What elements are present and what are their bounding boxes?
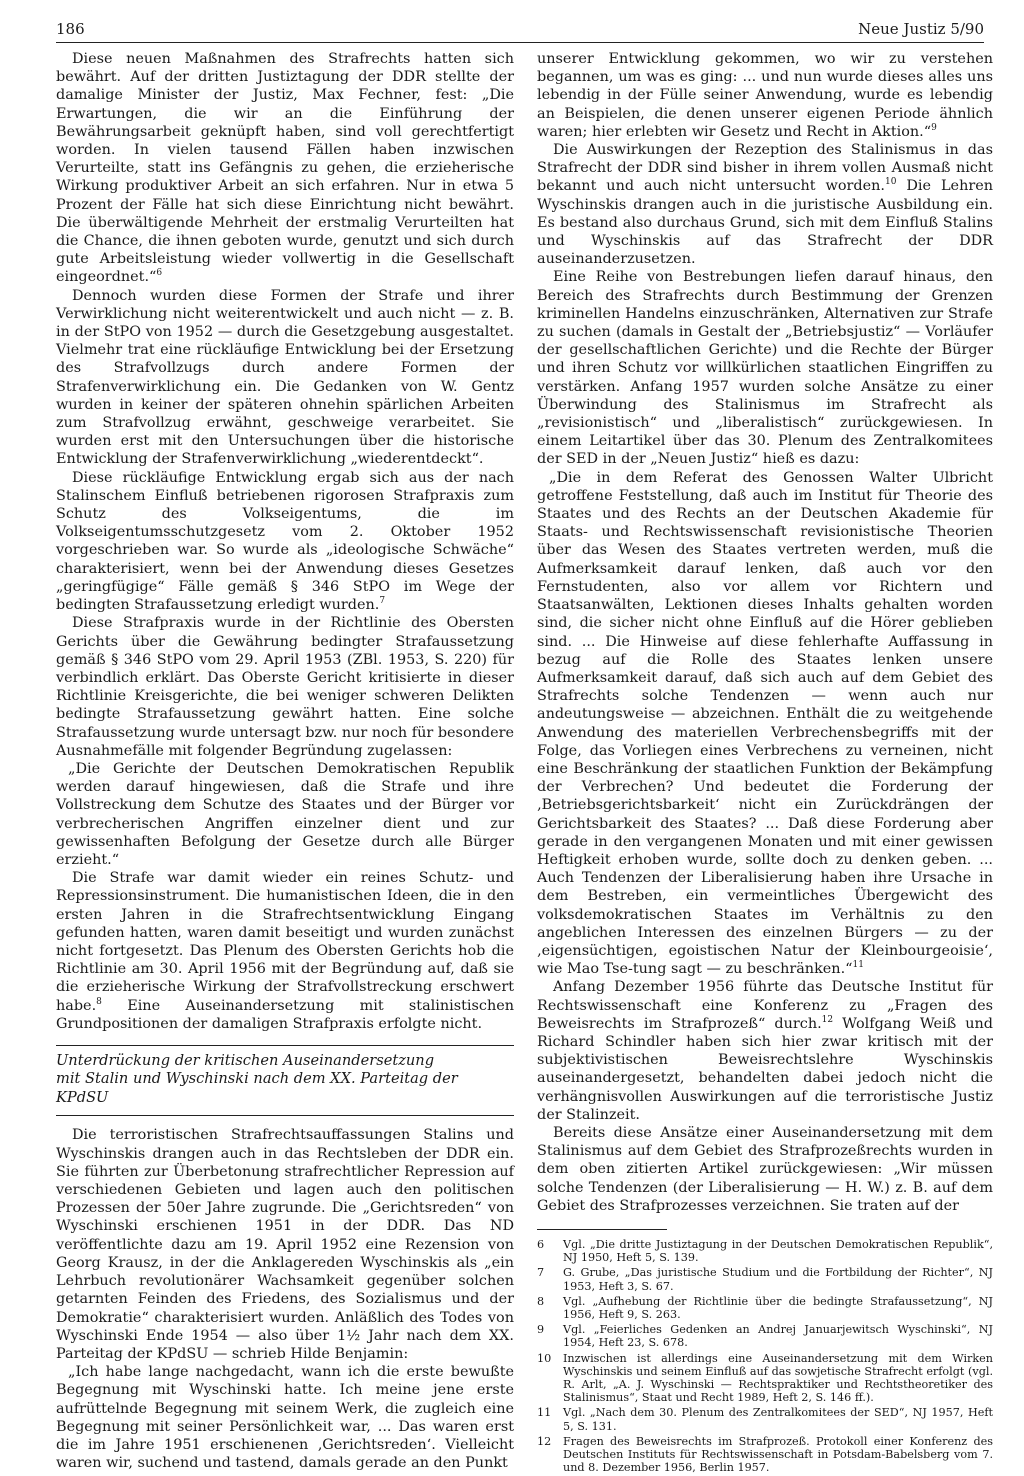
journal-issue: Neue Justiz 5/90 (858, 20, 984, 38)
footnote-rule (537, 1229, 667, 1230)
paragraph: Die terroristischen Strafrechtsauffassungen Stalins und Wyschinskis drangen auch in das Rechtsleben der DDR ein. Sie führten zur Überbetonung strafrechtlicher Repression auf verschiedenen Gebieten und lagen auch den politischen Prozessen der 50er Jahre zugrunde. Die „Gerichtsreden“ von Wyschinski erschienen 1951 in der DDR. Das ND veröffentlichte dazu am 19. April 1952 eine Rezension von Georg Krausz, in der die Anklagereden Wyschinskis als „ein Lehrbuch revolutionärer Wachsamkeit gegenüber solchen getarnten Feinden des Friedens, des Sozialismus und der Demokratie“ charakterisiert wurden. Anläßlich des Todes von Wyschinski Ende 1954 — also über 1½ Jahr nach dem XX. Parteitag der KPdSU — schrieb Hilde Benjamin: (56, 1127, 514, 1362)
footnote: 9 Vgl. „Feierliches Gedenken an Andrej Januarjewitsch Wyschinski“, NJ 1954, Heft 23, S. 678. (537, 1323, 993, 1350)
footnote: 12 Fragen des Beweisrechts im Strafprozeß. Protokoll einer Konferenz des Deutschen Instituts für Rechtswissenschaft in Potsdam-Babelsberg vom 7. und 8. Dezember 1956, Berlin 1957. (537, 1434, 993, 1475)
paragraph: Diese Strafpraxis wurde in der Richtlinie des Obersten Gerichts über die Gewährung bedingter Strafaussetzung gemäß § 346 StPO vom 29. April 1953 (ZBl. 1953, S. 220) für verbindlich erklärt. Das Oberste Gericht kritisierte in dieser Richtlinie Kreisgerichte, die bei weniger schweren Delikten bedingte Strafaussetzung gewährt hatten. Eine solche Strafaussetzung wurde untersagt bzw. nur noch für besondere Ausnahmefälle mit folgender Begründung zugelassen: (56, 615, 514, 759)
footnote: 11 Vgl. „Nach dem 30. Plenum des Zentralkomitees der SED“, NJ 1957, Heft 5, S. 131. (537, 1406, 993, 1433)
paragraph: Dennoch wurden diese Formen der Strafe und ihrer Verwirklichung nicht weiterentwickelt und auch nicht — z. B. in der StPO von 1952 — durch die Gesetzgebung ausgestaltet. Vielmehr trat eine rückläufige Entwicklung bei der Ersetzung des Strafvollzugs durch andere Formen der Strafenverwirklichung ein. Die Gedanken von W. Gentz wurden in keiner der späteren ohnehin spärlichen Arbeiten zum Strafvollzug erwähnt, geschweige verarbeitet. Sie wurden erst mit den Untersuchungen über die historische Entwicklung der Strafenverwirklichung „wiederentdeckt“. (56, 287, 514, 468)
footnote-ref[interactable]: 7 (379, 596, 386, 607)
left-column (56, 50, 514, 1472)
footnote-ref[interactable]: 9 (931, 122, 937, 133)
footnote: 6 Vgl. „Die dritte Justiztagung in der Deutschen Demokratischen Republik“, NJ 1950, Heft 5, S. 139. (537, 1238, 993, 1265)
footnote-ref[interactable]: 6 (156, 268, 163, 279)
paragraph: Diese rückläufige Entwicklung ergab sich aus der nach Stalinschem Einfluß betriebenen rigorosen Strafpraxis zum Schutz des Volkseigentums, die im Volkseigentumsschutzgesetz vom 2. Oktober 1952 vorgeschrieben war. So wurde als „ideologische Schwäche“ charakterisiert, wenn bei der Anwendung dieses Gesetzes „geringfügige“ Fälle gemäß § 346 StPO im Wege der bedingten Strafaussetzung erledigt wurden.$^7$ (56, 469, 514, 614)
section-subheading (56, 1045, 514, 1117)
footnotes (537, 1238, 993, 1474)
block-quote: „Die Gerichte der Deutschen Demokratischen Republik werden darauf hingewiesen, daß die Strafe und ihre Vollstreckung dem Schutze des Staates und der Bürger vor verbrecherischen Angriffen einzelner dient und zur gewissenhaften Befolgung der Gesetze durch alle Bürger erzieht.“ (56, 760, 514, 868)
right-column (537, 50, 993, 1476)
footnote: 8 Vgl. „Aufhebung der Richtlinie über die bedingte Strafaussetzung“, NJ 1956, Heft 9, S. 263. (537, 1294, 993, 1322)
page-number: 186 (56, 20, 85, 38)
subheading-line: mit Stalin und Wyschinski nach dem XX. Parteitag der KPdSU (56, 1070, 458, 1106)
block-quote: „Die in dem Referat des Genossen Walter Ulbricht getroffene Feststellung, daß auch im Institut für Theorie des Staates und des Rechts an der Deutschen Akademie für Staats- und Rechtswissenschaft revisionistische Theorien über das Wesen des Staates vertreten werden, muß die Aufmerksamkeit darauf lenken, daß auch vor den Fernstudenten, also vor allem vor Richtern und Staatsanwälten, Lektionen dieses Inhalts gehalten worden sind, die sicher nicht ohne Einfluß auf die Hörer geblieben sind. ... Die Hinweise auf diese fehlerhafte Auffassung in bezug auf die Rolle des Staates lenken unsere Aufmerksamkeit darauf, daß sich auch auf dem Gebiet des Strafrechts solche Tendenzen — wenn auch nur andeutungsweise — abzeichnen. Enthält die zu weitgehende Anwendung des materiellen Verbrechensbegriffs mit der Folge, das Vorliegen eines Verbrechens zu verneinen, nicht eine Beschränkung der staatlichen Funktion der Bekämpfung der Verbrechen? Und bedeutet die Forderung der ‚Betriebsgerichtsbarkeit‘ nicht ein Zurückdrängen der Gerichtsbarkeit des Staates? ... Daß diese Forderung aber gerade in den vergangenen Monaten und mit einer gewissen Heftigkeit erhoben wurde, sollte doch zu denken geben. ... Auch Tendenzen der Liberalisierung haben ihre Ursache in dem Bestreben, ein vermeintliches Übergewicht des volksdemokratischen Staates im Verhältnis zu den angeblichen Interessen des einzelnen Bürgers — zu der ‚eigensüchtigen, egoistischen Natur der Kleinbourgeoisie‘, wie Mao Tse-tung sagt — zu beschränken.“$^{11}$ (537, 469, 993, 978)
paragraph: Die Strafe war damit wieder ein reines Schutz- und Repressionsinstrument. Die humanistischen Ideen, die in den ersten Jahren in die Strafrechtsentwicklung Eingang gefunden hatten, waren damit beseitigt und wurden zunächst nicht fortgesetzt. Das Plenum des Obersten Gerichts hob die Richtlinie am 30. April 1956 mit der Begründung auf, daß sie die erzieherische Wirkung der Strafvollstreckung erschwert habe.$^8$ Eine Auseinandersetzung mit stalinistischen Grundpositionen der damaligen Strafpraxis erfolgte nicht. (56, 870, 514, 1032)
paragraph: Bereits diese Ansätze einer Auseinandersetzung mit dem Stalinismus auf dem Gebiet des Strafprozeßrechts wurden in dem oben zitierten Artikel zurückgewiesen: „Wir müssen solche Tendenzen (der Liberalisierung — H. W.) z. B. auf dem Gebiet des Strafprozesses verzeichnen. Sie traten auf der (537, 1124, 993, 1214)
footnote-ref[interactable]: 8 (96, 996, 102, 1007)
paragraph: Diese neuen Maßnahmen des Strafrechts hatten sich bewährt. Auf der dritten Justiztagung der DDR stellte der damalige Minister der Justiz, Max Fechner, fest: „Die Erwartungen, die wir an die Einführung der Bewährungsarbeit geknüpft haben, sind voll gerechtfertigt worden. In vielen tausend Fällen haben inzwischen Verurteilte, statt ins Gefängnis zu gehen, die erzieherische Wirkung produktiver Arbeit an sich erfahren. Nur in etwa 5 Prozent der Fälle hat sich diese Einrichtung nicht bewährt. Die überwältigende Mehrheit der erstmalig Verurteilten hat die Chance, die ihnen geboten wurde, genutzt und sich durch gute Arbeitsleistung wieder vollwertig in die Gesellschaft eingeordnet.“$^6$ (56, 51, 514, 286)
footnote-ref[interactable]: 11 (852, 960, 864, 971)
subheading-line: Unterdrückung der kritischen Auseinandersetzung (56, 1051, 435, 1069)
footnote-ref[interactable]: 12 (821, 1014, 834, 1025)
paragraph: Die Auswirkungen der Rezeption des Stalinismus in das Strafrecht der DDR sind bisher in ihrem vollen Ausmaß nicht bekannt und auch nicht untersucht worden.$^{10}$ Die Lehren Wyschinskis drangen auch in die juristische Ausbildung ein. Es bestand also durchaus Grund, sich mit dem Einfluß Stalins und Wyschinskis auf das Strafrecht der DDR auseinanderzusetzen. (537, 142, 993, 268)
paragraph: Eine Reihe von Bestrebungen liefen darauf hinaus, den Bereich des Strafrechts durch Bestimmung der Grenzen kriminellen Handelns einzuschränken, Alternativen zur Strafe zu suchen (damals in Gestalt der „Betriebsjustiz“ — Vorläufer der gesellschaftlichen Gerichte) und die Rechte der Bürger und ihren Schutz vor willkürlichen staatlichen Eingriffen zu verstärken. Anfang 1957 wurden solche Ansätze zu einer Überwindung des Stalinismus im Strafrecht als „revisionistisch“ und „liberalistisch“ zurückgewiesen. In einem Leitartikel über das 30. Plenum des Zentralkomitees der SED in der „Neuen Justiz“ hieß es dazu: (537, 269, 993, 468)
footnote-ref[interactable]: 10 (884, 177, 897, 188)
footnote: 10 Inzwischen ist allerdings eine Auseinandersetzung mit dem Wirken Wyschinskis und seinem Einfluß auf das sowjetische Strafrecht erfolgt (vgl. R. Arlt, „A. J. Wyschinski — Rechtspraktiker und Rechtstheoretiker des Stalinismus“, Staat und Recht 1989, Heft 2, S. 146 ff.). (537, 1351, 993, 1405)
header-rule (56, 42, 984, 43)
footnote: 7 G. Grube, „Das juristische Studium und die Fortbildung der Richter“, NJ 1953, Heft 3, S. 67. (537, 1266, 993, 1293)
paragraph: Anfang Dezember 1956 führte das Deutsche Institut für Rechtswissenschaft eine Konferenz zu „Fragen des Beweisrechts im Strafprozeß“ durch.$^{12}$ Wolfgang Weiß und Richard Schindler haben sich hier zwar kritisch mit der subjektivistischen Beweisrechtslehre Wyschinskis auseinandergesetzt, behandelten dabei jedoch nicht die verhängnisvollen Auswirkungen auf die terroristische Justiz der Stalinzeit. (537, 979, 993, 1123)
paragraph: unserer Entwicklung gekommen, wo wir zu verstehen begannen, um was es ging: ... und nun wurde dieses alles uns lebendig in der Fülle seiner Anwendung, wurde es lebendig an Beispielen, die denen unserer eigenen Periode ähnlich waren; hier erlebten wir Gesetz und Recht in Aktion.“$^9$ (537, 51, 993, 140)
block-quote: „Ich habe lange nachgedacht, wann ich die erste bewußte Begegnung mit Wyschinski hatte. Ich meine jene erste aufrüttelnde Begegnung mit seinem Werk, die zugleich eine Begegnung mit seiner Persönlichkeit war, ... Das waren erst die im Jahre 1951 erschienenen ‚Gerichtsreden‘. Vielleicht waren wir, suchend und tastend, damals gerade an den Punkt (56, 1364, 514, 1472)
